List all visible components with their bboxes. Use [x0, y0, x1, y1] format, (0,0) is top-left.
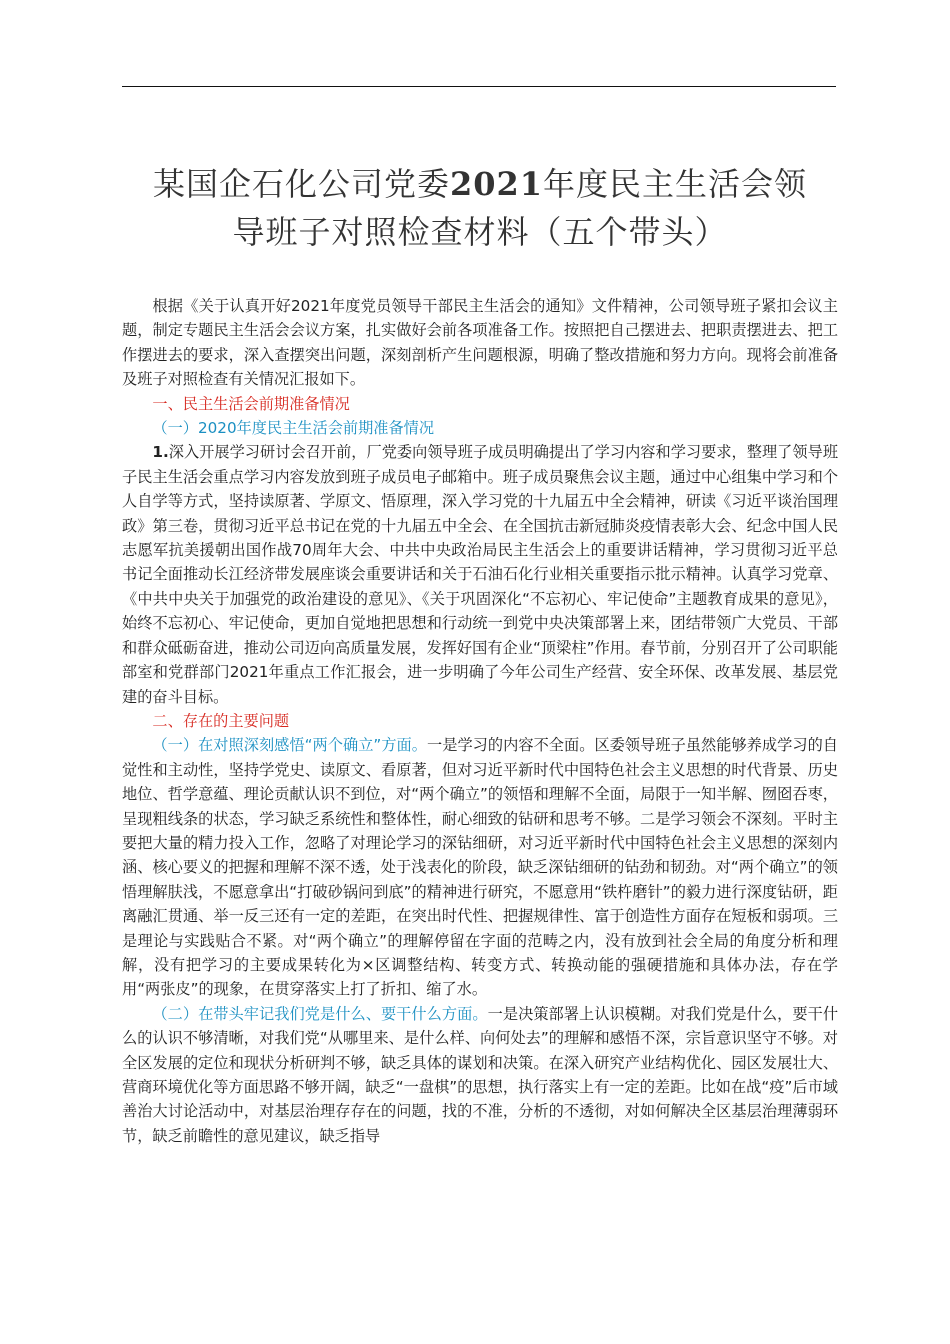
top-rule	[122, 86, 836, 87]
title-prefix: 某国企石化公司党委	[152, 165, 450, 203]
title-suffix: 年度民主生活会领	[543, 165, 808, 203]
paragraph-text: 一是决策部署上认识模糊。对我们党是什么，要干什么的认识不够清晰，对我们党“从哪里来、是什么样、向何处去”的理解和感悟不深，宗旨意识坚守不够。对全区发展的定位和现状分析研判不够，缺乏具体的谋划和决策。在深入研究产业结构优化、园区发展壮大、营商环境优化等方面思路不够开阔，缺乏“一盘棋”的思想，执行落实上有一定的差距。比如在战“疫”后市域善治大讨论活动中，对基层治理存存在的问题，找的不准，分析的不透彻，对如何解决全区基层治理薄弱环节，缺乏前瞻性的意见建议，缺乏指导	[122, 1004, 839, 1145]
title-year: 2021	[449, 165, 544, 203]
document-body	[122, 294, 838, 1148]
item-number: 1.	[152, 443, 169, 462]
title-line-2: 导班子对照检查材料（五个带头）	[232, 213, 728, 251]
intro-paragraph: 根据《关于认真开好2021年度党员领导干部民主生活会的通知》文件精神，公司领导班子紧扣会议主题，制定专题民主生活会会议方案，扎实做好会前各项准备工作。按照把自己摆进去、把职责摆进去、把工作摆进去的要求，深入查摆突出问题，深刻剖析产生问题根源，明确了整改措施和努力方向。现将会前准备及班子对照检查有关情况汇报如下。	[122, 297, 838, 389]
title-line-1	[100, 160, 860, 208]
section-2-paragraph-1	[122, 733, 838, 1001]
section-1-subheading-1: （一）2020年度民主生活会前期准备情况	[152, 419, 435, 438]
section-1-item-1	[122, 440, 838, 708]
document-title	[100, 160, 860, 256]
section-2-heading: 二、存在的主要问题	[152, 711, 290, 730]
section-2-paragraph-2	[122, 1002, 838, 1148]
paragraph-lead: （二）在带头牢记我们党是什么、要干什么方面。	[152, 1004, 488, 1023]
section-1-heading: 一、民主生活会前期准备情况	[152, 394, 350, 413]
item-text: 深入开展学习研讨会召开前，厂党委向领导班子成员明确提出了学习内容和学习要求，整理了领导班子民主生活会重点学习内容发放到班子成员电子邮箱中。班子成员聚焦会议主题，通过中心组集中学习和个人自学等方式，坚持读原著、学原文、悟原理，深入学习党的十九届五中全会精神，研读《习近平谈治国理政》第三卷，贯彻习近平总书记在党的十九届五中全会、在全国抗击新冠肺炎疫情表彰大会、纪念中国人民志愿军抗美援朝出国作战70周年大会、中共中央政治局民主生活会上的重要讲话精神，学习贯彻习近平总书记全面推动长江经济带发展座谈会重要讲话和关于石油石化行业相关重要指示批示精神。认真学习党章、《中共中央关于加强党的政治建设的意见》、《关于巩固深化“不忘初心、牢记使命”主题教育成果的意见》，始终不忘初心、牢记使命，更加自觉地把思想和行动统一到党中央决策部署上来，团结带领广大党员、干部和群众砥砺奋进，推动公司迈向高质量发展，发挥好国有企业“顶梁柱”作用。春节前，分别召开了公司职能部室和党群部门2021年重点工作汇报会，进一步明确了今年公司生产经营、安全环保、改革发展、基层党建的奋斗目标。	[122, 443, 838, 706]
paragraph-lead: （一）在对照深刻感悟“两个确立”方面。	[152, 736, 427, 755]
paragraph-text: 一是学习的内容不全面。区委领导班子虽然能够养成学习的自觉性和主动性，坚持学党史、读原文、看原著，但对习近平新时代中国特色社会主义思想的时代背景、历史地位、哲学意蕴、理论贡献认识不到位，对“两个确立”的领悟和理解不全面，局限于一知半解、囫囵吞枣，呈现粗线条的状态，学习缺乏系统性和整体性，耐心细致的钻研和思考不够。二是学习领会不深刻。平时主要把大量的精力投入工作，忽略了对理论学习的深钻细研，对习近平新时代中国特色社会主义思想的深刻内涵、核心要义的把握和理解不深不透，处于浅表化的阶段，缺乏深钻细研的钻劲和韧劲。对“两个确立”的领悟理解肤浅，不愿意拿出“打破砂锅问到底”的精神进行研究，不愿意用“铁杵磨针”的毅力进行深度钻研，距离融汇贯通、举一反三还有一定的差距，在突出时代性、把握规律性、富于创造性方面存在短板和弱项。三是理论与实践贴合不紧。对“两个确立”的理解停留在字面的范畴之内，没有放到社会全局的角度分析和理解，没有把学习的主要成果转化为×区调整结构、转变方式、转换动能的强硬措施和具体办法，存在学用“两张皮”的现象，在贯穿落实上打了折扣、缩了水。	[122, 736, 838, 999]
